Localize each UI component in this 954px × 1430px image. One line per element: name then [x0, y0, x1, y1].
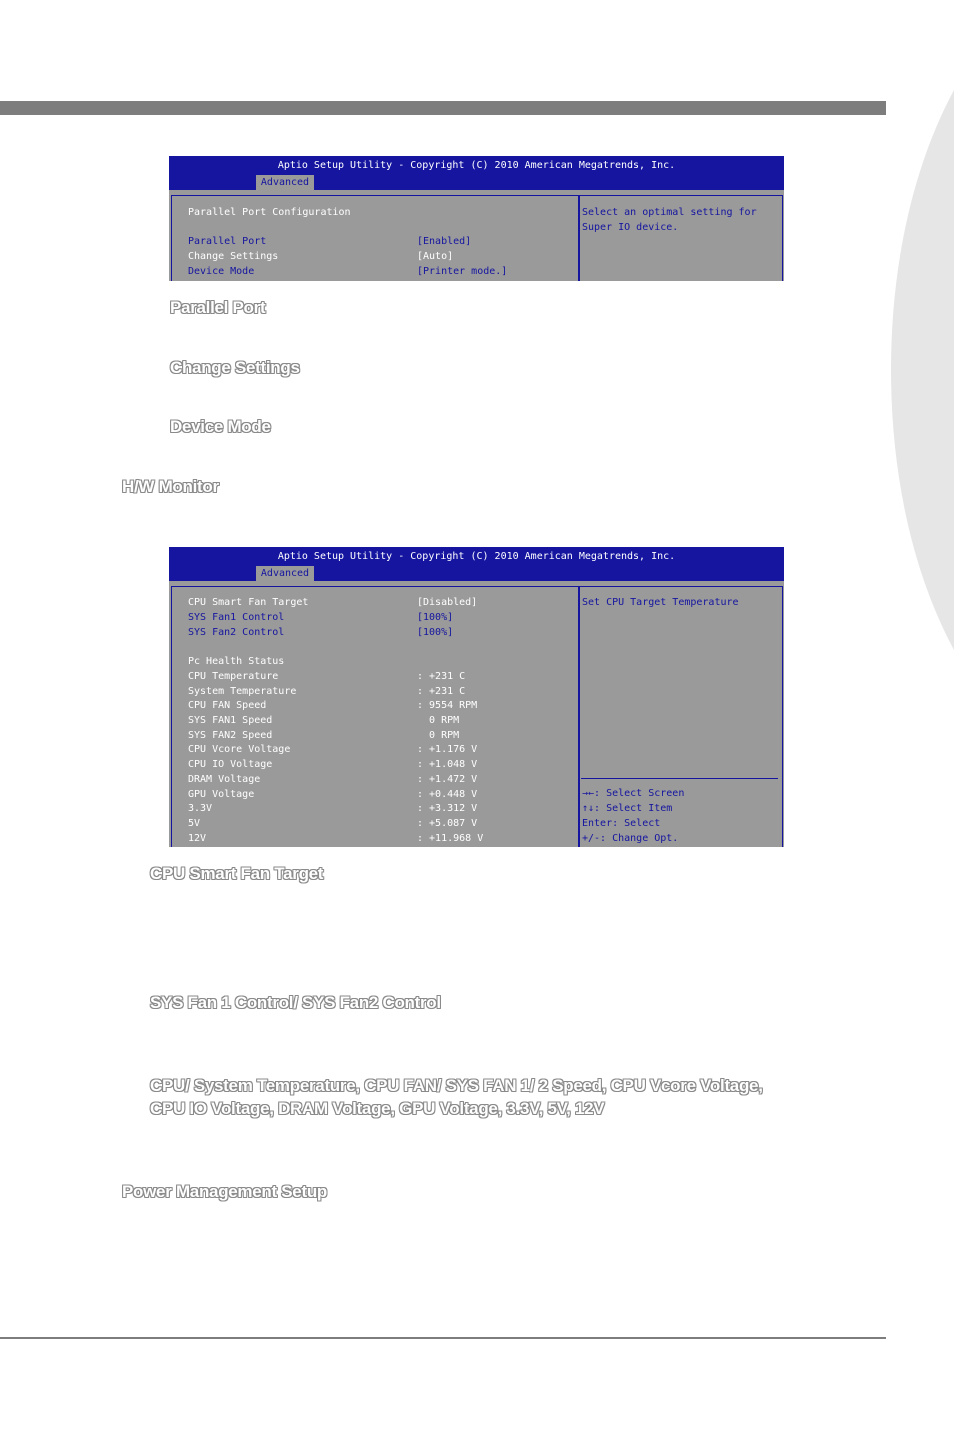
status-cpu-io-voltage: CPU IO Voltage : +1.048 V [188, 759, 478, 770]
heading-health-values-line-2: CPU IO Voltage, DRAM Voltage, GPU Voltage, 3.3V, 5V, 12V [150, 1099, 605, 1118]
status-system-temperature: System Temperature : +231 C [188, 686, 466, 697]
setting-change-settings[interactable]: Change Settings [Auto] [188, 251, 454, 262]
side-chapter-tab [891, 90, 954, 650]
bios-title: Aptio Setup Utility - Copyright (C) 2010 American Megatrends, Inc. [277, 551, 676, 562]
heading-cpu-smart-fan-target: CPU Smart Fan Target [150, 864, 324, 883]
heading-device-mode: Device Mode [170, 417, 271, 436]
bios-header [169, 547, 784, 581]
status-3-3v: 3.3V : +3.312 V [188, 803, 478, 814]
heading-sys-fan-control: SYS Fan 1 Control/ SYS Fan2 Control [150, 993, 441, 1012]
top-header-bar [0, 101, 886, 115]
heading-hw-monitor: H/W Monitor [122, 477, 219, 496]
help-text-line: Super IO device. [582, 222, 679, 233]
status-5v: 5V : +5.087 V [188, 818, 478, 829]
status-cpu-temperature: CPU Temperature : +231 C [188, 671, 466, 682]
heading-parallel-port: Parallel Port [170, 298, 266, 317]
status-cpu-fan-speed: CPU FAN Speed : 9554 RPM [188, 700, 478, 711]
bios-screen-parallel-port [169, 156, 784, 281]
heading-change-settings: Change Settings [170, 358, 300, 377]
bottom-divider [0, 1337, 886, 1339]
status-sys-fan1-speed: SYS FAN1 Speed 0 RPM [188, 715, 460, 726]
heading-power-management-setup: Power Management Setup [122, 1182, 327, 1201]
setting-parallel-port[interactable]: Parallel Port [Enabled] [188, 236, 472, 247]
help-text-line: Select an optimal setting for [582, 207, 757, 218]
bios-title: Aptio Setup Utility - Copyright (C) 2010 American Megatrends, Inc. [277, 160, 676, 171]
status-dram-voltage: DRAM Voltage : +1.472 V [188, 774, 478, 785]
help-separator [581, 778, 778, 779]
bios-screen-hw-monitor [169, 547, 784, 847]
setting-sys-fan1-control[interactable]: SYS Fan1 Control [100%] [188, 612, 454, 623]
setting-cpu-smart-fan-target[interactable]: CPU Smart Fan Target [Disabled] [188, 597, 478, 608]
status-12v: 12V : +11.968 V [188, 833, 484, 844]
tab-advanced[interactable]: Advanced [256, 566, 314, 581]
key-hint-change-opt: +/-: Change Opt. [582, 833, 679, 844]
heading-health-values-line-1: CPU/ System Temperature, CPU FAN/ SYS FAN 1/ 2 Speed, CPU Vcore Voltage, [150, 1076, 763, 1095]
status-cpu-vcore-voltage: CPU Vcore Voltage : +1.176 V [188, 744, 478, 755]
key-hint-enter-select: Enter: Select [582, 818, 661, 829]
section-title: Parallel Port Configuration [188, 207, 351, 218]
status-gpu-voltage: GPU Voltage : +0.448 V [188, 789, 478, 800]
key-hint-select-screen: →←: Select Screen [582, 788, 685, 799]
setting-device-mode[interactable]: Device Mode [Printer mode.] [188, 266, 508, 277]
help-text-line: Set CPU Target Temperature [582, 597, 739, 608]
tab-advanced[interactable]: Advanced [256, 175, 314, 190]
bios-header [169, 156, 784, 190]
key-hint-select-item: ↑↓: Select Item [582, 803, 673, 814]
pc-health-status-title: Pc Health Status [188, 656, 285, 667]
setting-sys-fan2-control[interactable]: SYS Fan2 Control [100%] [188, 627, 454, 638]
status-sys-fan2-speed: SYS FAN2 Speed 0 RPM [188, 730, 460, 741]
